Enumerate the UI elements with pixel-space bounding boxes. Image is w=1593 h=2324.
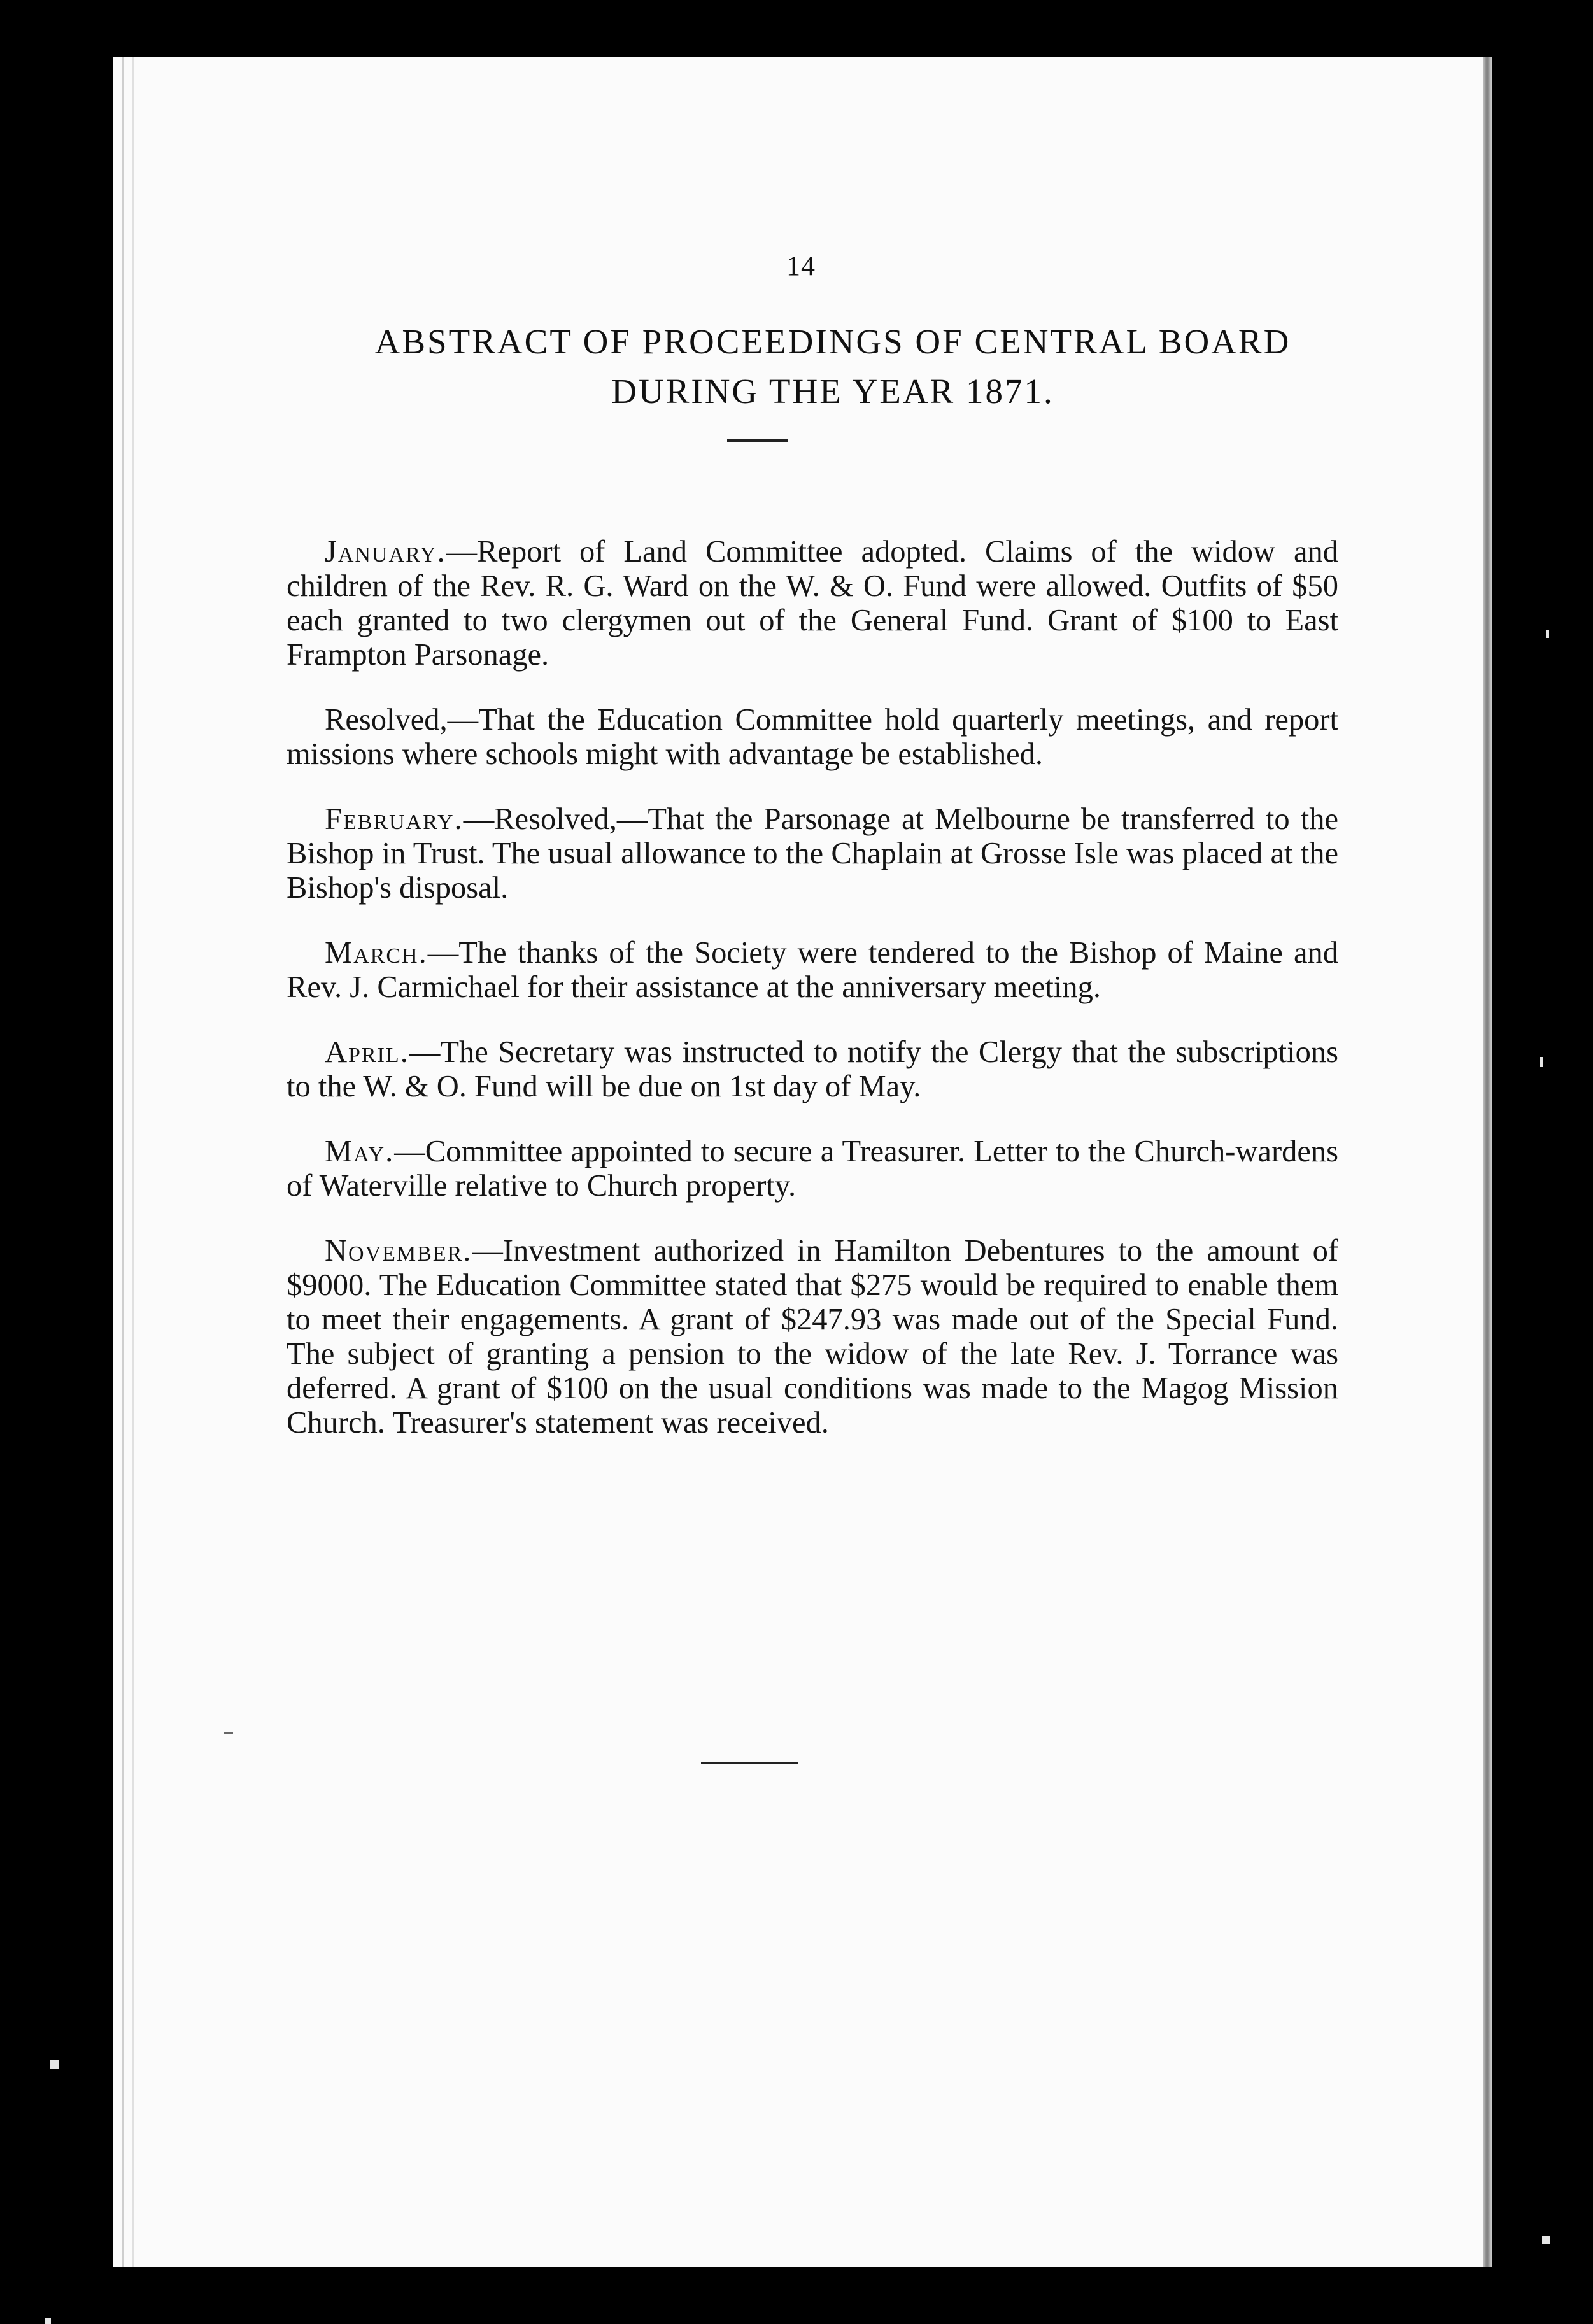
entry-april [287, 1035, 1338, 1104]
end-divider [701, 1762, 798, 1764]
scan-speck [1546, 630, 1549, 638]
page-edge-line [132, 57, 134, 2267]
entry-march [287, 936, 1338, 1005]
scan-speck [1540, 1057, 1543, 1067]
entry-text: Resolved,—That the Education Committee hold quarterly meetings, and report missions where schools might with advantage be established. [287, 703, 1338, 771]
entry-text: —Report of Land Committee adopted. Claims of the widow and children of the Rev. R. G. Ward on the W. & O. Fund were allowed. Outfits of $50 each granted to two clergymen out of the General Fund. Grant of $100 to East Frampton Parsonage. [287, 535, 1338, 672]
scan-speck [45, 2318, 51, 2324]
page-number: 14 [786, 250, 816, 281]
month-label: January. [325, 535, 446, 569]
month-label: April. [325, 1035, 409, 1069]
entry-text: —Investment authorized in Hamilton Debentures to the amount of $9000. The Education Committee stated that $275 would be required to enable them to meet their engagements. A grant of $247.93 was made out of the Special Fund. The subject of granting a pension to the widow of the late Rev. J. Torrance was deferred. A grant of $100 on the usual conditions was made to the Magog Mission Church. Treasurer's statement was received. [287, 1234, 1338, 1440]
title-line-1: ABSTRACT OF PROCEEDINGS OF CENTRAL BOARD [374, 322, 1291, 361]
entry-text: —The thanks of the Society were tendered to the Bishop of Maine and Rev. J. Carmichael for their assistance at the anniversary meeting. [287, 936, 1338, 1004]
page-fold-shadow [1483, 57, 1492, 2267]
entry-may [287, 1135, 1338, 1203]
month-label: May. [325, 1135, 395, 1168]
entry-november [287, 1234, 1338, 1440]
entry-text: —Committee appointed to secure a Treasurer. Letter to the Church-wardens of Waterville relative to Church property. [287, 1135, 1338, 1203]
proceedings-text [287, 535, 1338, 1471]
page-title [285, 317, 1380, 416]
page-edge-line [122, 57, 124, 2267]
scan-speck [224, 1732, 233, 1734]
entry-january [287, 535, 1338, 672]
entry-text: —The Secretary was instructed to notify the Clergy that the subscriptions to the W. & O. Fund will be due on 1st day of May. [287, 1035, 1338, 1103]
entry-january-resolution [287, 703, 1338, 772]
month-label: November. [325, 1234, 472, 1268]
document-page [113, 57, 1489, 2267]
scan-speck [50, 2060, 59, 2069]
title-line-2: DURING THE YEAR 1871. [611, 372, 1054, 411]
entry-text: —Resolved,—That the Parsonage at Melbourne be transferred to the Bishop in Trust. The usual allowance to the Chaplain at Grosse Isle was placed at the Bishop's disposal. [287, 802, 1338, 905]
month-label: March. [325, 936, 428, 970]
scan-speck [1542, 2236, 1550, 2244]
title-divider [727, 439, 788, 442]
entry-february [287, 802, 1338, 905]
month-label: February. [325, 802, 464, 836]
